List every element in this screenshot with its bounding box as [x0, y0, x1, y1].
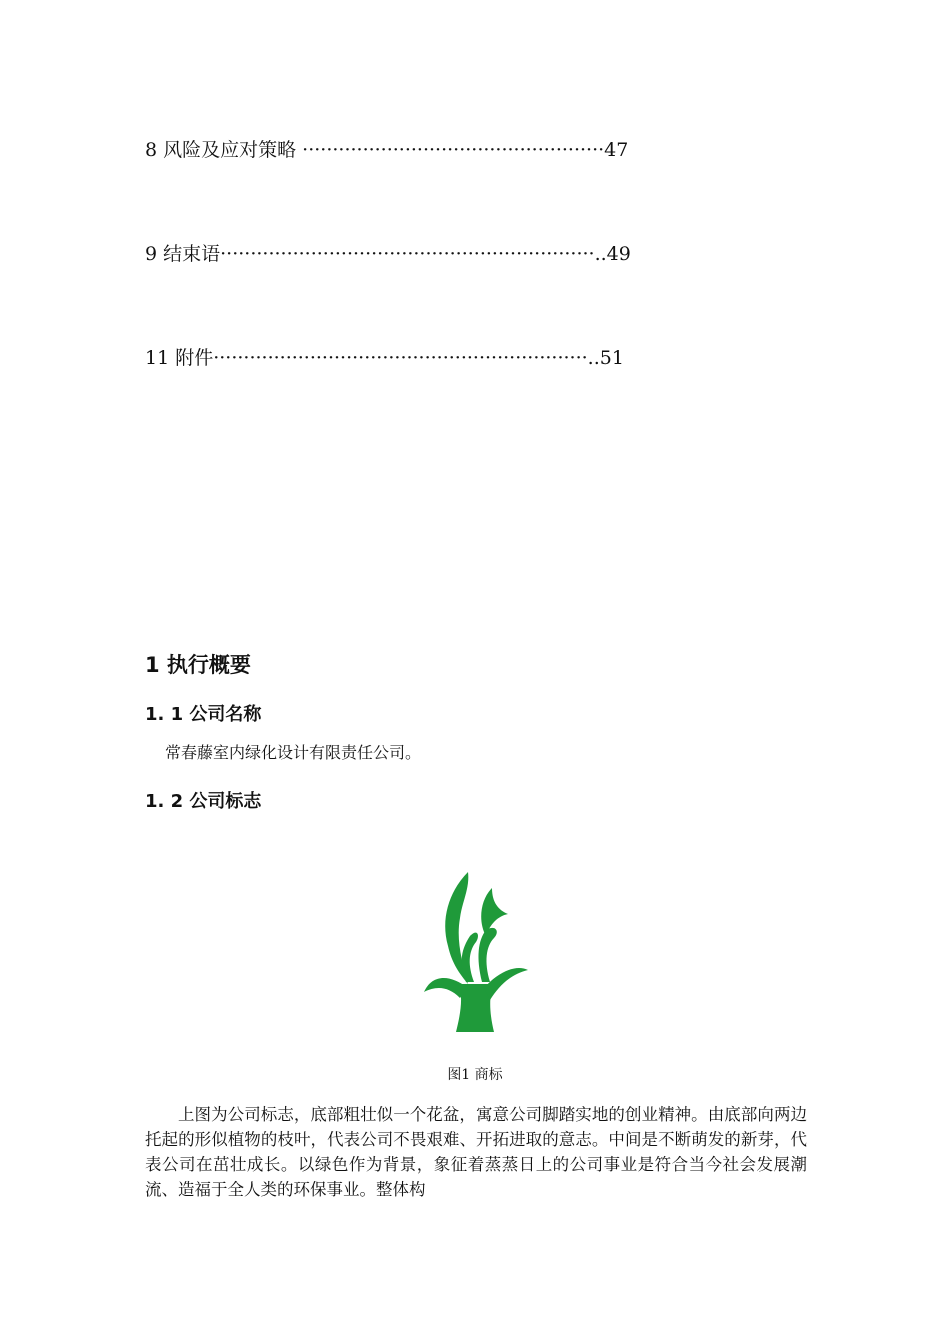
company-name-heading: 1. 1 公司名称 — [145, 704, 262, 725]
toc-entry-appendix[interactable]: 11 附件······························································..51 — [145, 347, 624, 369]
company-name-text: 常春藤室内绿化设计有限责任公司。 — [165, 743, 422, 762]
figure-caption: 图1 商标 — [447, 1067, 503, 1083]
company-logo-image — [420, 866, 530, 1034]
toc-entry-risk[interactable]: 8 风险及应对策略 ··················································47 — [145, 139, 629, 161]
logo-description-paragraph: 上图为公司标志，底部粗壮似一个花盆，寓意公司脚踏实地的创业精神。由底部向两边托起的形似植物的枝叶，代表公司不畏艰难、开拓进取的意志。中间是不断萌发的新芽，代表公司在茁壮成长。以绿色作为背景，象征着蒸蒸日上的公司事业是符合当今社会发展潮流、造福于全人类的环保事业。整体构 — [145, 1105, 807, 1199]
toc-entry-conclusion[interactable]: 9 结束语······························································..49 — [145, 243, 631, 265]
section-title: 1 执行概要 — [145, 653, 251, 677]
company-logo-heading: 1. 2 公司标志 — [145, 791, 262, 812]
